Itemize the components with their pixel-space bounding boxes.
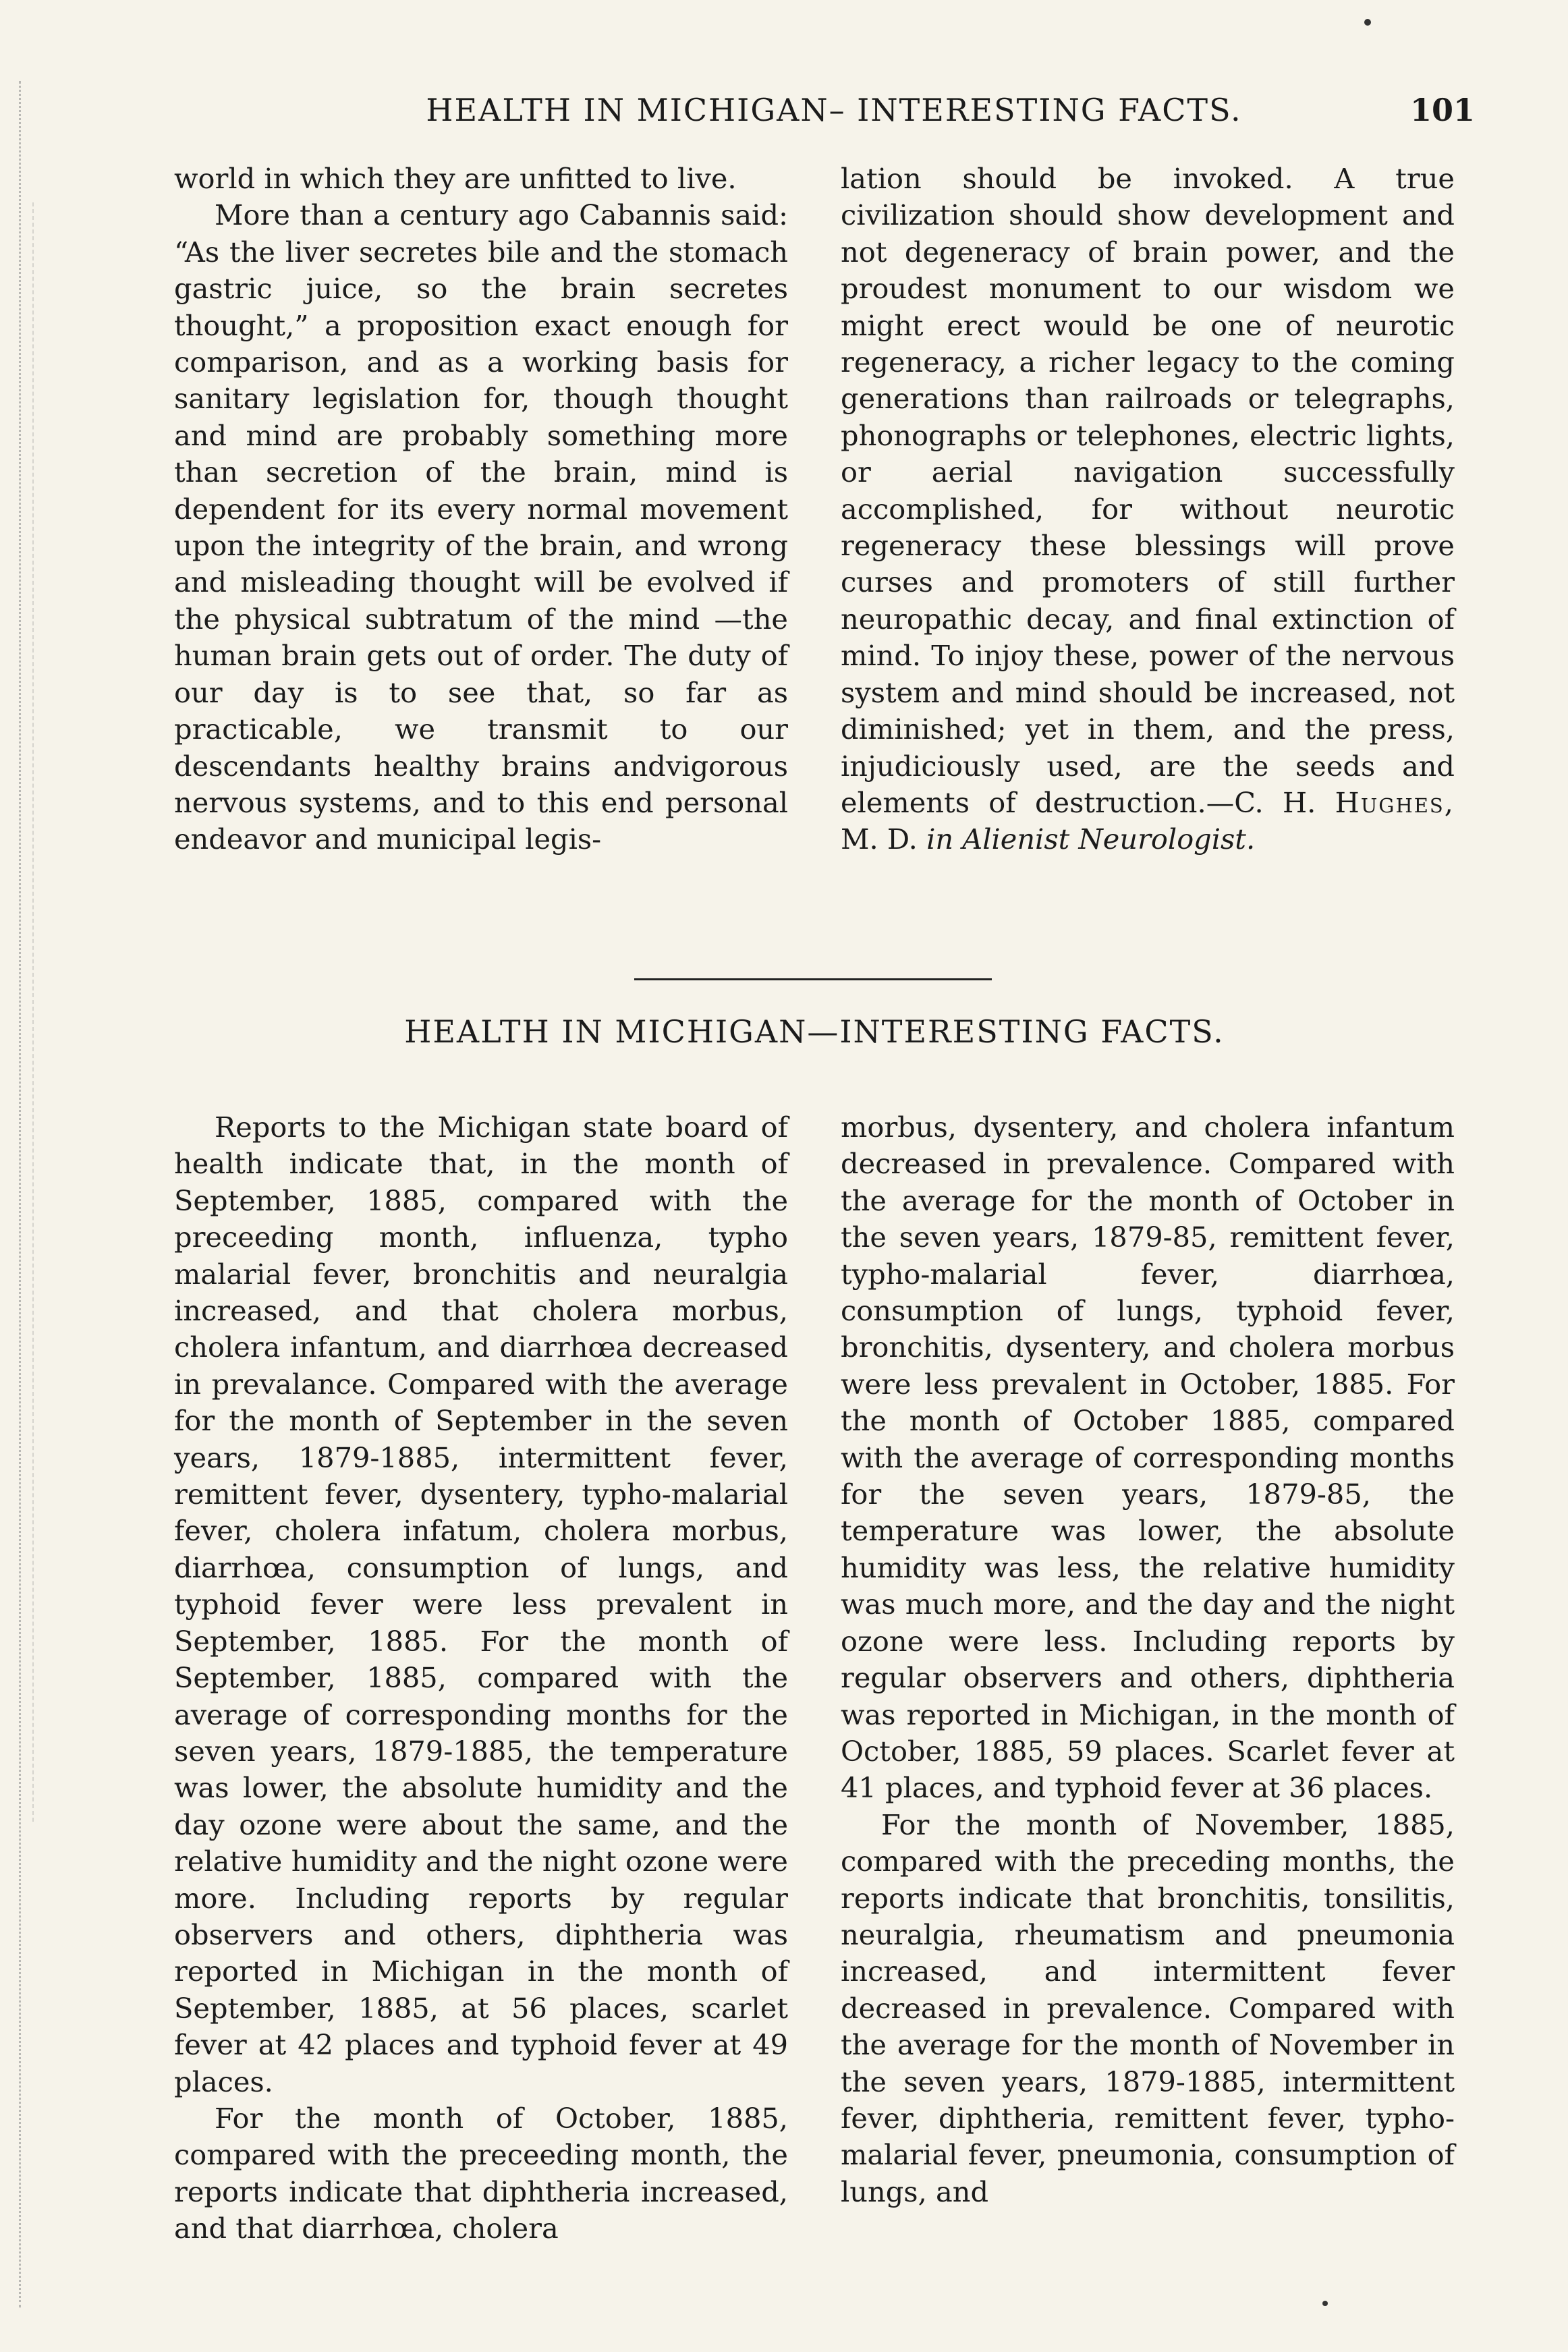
article2-paragraph-october-cont: morbus, dysentery, and cholera infantum decreased in prevalence. Compared with the average for the month of October in the seven years, 1879-85, remittent fever, typho-malarial fever, diarrhœa, consumption of lungs, typhoid fever, bronchitis, dysentery, and cholera morbus were less prevalent in October, 1885. For the month of October 1885, compared with the average of corresponding months for the seven years, 1879-85, the temperature was lower, the absolute humidity was less, the relative humidity was much more, and the day and the night ozone were less. Including reports by regular observers and others, diphtheria was reported in Michigan, in the month of October, 1885, 59 places. Scarlet fever at 41 places, and typhoid fever at 36 places. — [841, 1111, 1455, 1805]
article2-paragraph-october: For the month of October, 1885, compared with the preceeding month, the reports indicate that diphtheria increased, and that diarrhœa, cholera — [174, 2101, 788, 2245]
print-speck — [1364, 19, 1371, 26]
signature-name: Hughes, — [1335, 785, 1455, 819]
section-divider — [634, 978, 992, 980]
article1-left-column — [174, 161, 788, 858]
article1-paragraph-end — [841, 161, 1455, 858]
running-title: HEALTH IN MICHIGAN– INTERESTING FACTS. — [426, 92, 1242, 128]
page-number: 101 — [1409, 92, 1475, 128]
binding-edge-shadow — [32, 202, 47, 1822]
signature-degree: M. D. — [841, 822, 927, 856]
signature-source: in Alienist Neurologist. — [926, 822, 1256, 856]
article1-paragraph: More than a century ago Cabannis said: “As the liver secretes bile and the stomach gastric juice, so the brain secretes thought,” a proposition exact enough for comparison, and as a working basis for sanitary legislation for, though thought and mind are probably something more than secretion of the brain, mind is dependent for its every normal movement upon the integrity of the brain, and wrong and misleading thought will be evolved if the physical subtratum of the mind —the human brain gets out of order. The duty of our day is to see that, so far as practicable, we transmit to our descendants healthy brains andvigorous nervous systems, and to this end personal endeavor and municipal legis- — [174, 198, 788, 856]
article2-left-column — [174, 1109, 788, 2247]
article1-right-column — [841, 161, 1455, 858]
article1-continued-text: world in which they are unfitted to live. — [174, 162, 737, 195]
article2-right-column — [841, 1109, 1455, 2210]
article2-title: HEALTH IN MICHIGAN—INTERESTING FACTS. — [404, 1013, 1225, 1050]
article1-closing-text: lation should be invoked. A true civilization should show development and not degeneracy of brain power, and the proudest monument to our wisdom we might erect would be one of neurotic regeneracy, a richer legacy to the coming generations than railroads or telegraphs, phonographs or telephones, electric lights, or aerial navigation successfully accomplished, for without neurotic regeneracy these blessings will prove curses and promoters of still further neuropathic decay, and final extinction of mind. To injoy these, power of the nervous system and mind should be increased, not diminished; yet in them, and the press, injudiciously used, are the seeds and elements of destruction.—C. H. — [841, 162, 1455, 819]
page-header — [166, 92, 1475, 139]
article2-paragraph-september: Reports to the Michigan state board of health indicate that, in the month of September, 1885, compared with the preceeding month, influenza, typho malarial fever, bronchitis and neuralgia increased, and that cholera morbus, cholera infantum, and diarrhœa decreased in prevalance. Compared with the average for the month of September in the seven years, 1879-1885, intermittent fever, remittent fever, dysentery, typho-malarial fever, cholera infatum, cholera morbus, diarrhœa, consumption of lungs, and typhoid fever were less prevalent in September, 1885. For the month of September, 1885, compared with the average of corresponding months for the seven years, 1879-1885, the temperature was lower, the absolute humidity and the day ozone were about the same, and the relative humidity and the night ozone were more. Including reports by regular observers and others, diphtheria was reported in Michigan in the month of September, 1885, at 56 places, scarlet fever at 42 places and typhoid fever at 49 places. — [174, 1111, 788, 2098]
print-speck — [1322, 2301, 1328, 2306]
article2-paragraph-november: For the month of November, 1885, compared with the preceding months, the reports indicate that bronchitis, tonsilitis, neuralgia, rheumatism and pneumonia increased, and intermittent fever decreased in prevalence. Compared with the average for the month of November in the seven years, 1879-1885, intermittent fever, diphtheria, remittent fever, typho-malarial fever, pneumonia, consumption of lungs, and — [841, 1808, 1455, 2208]
